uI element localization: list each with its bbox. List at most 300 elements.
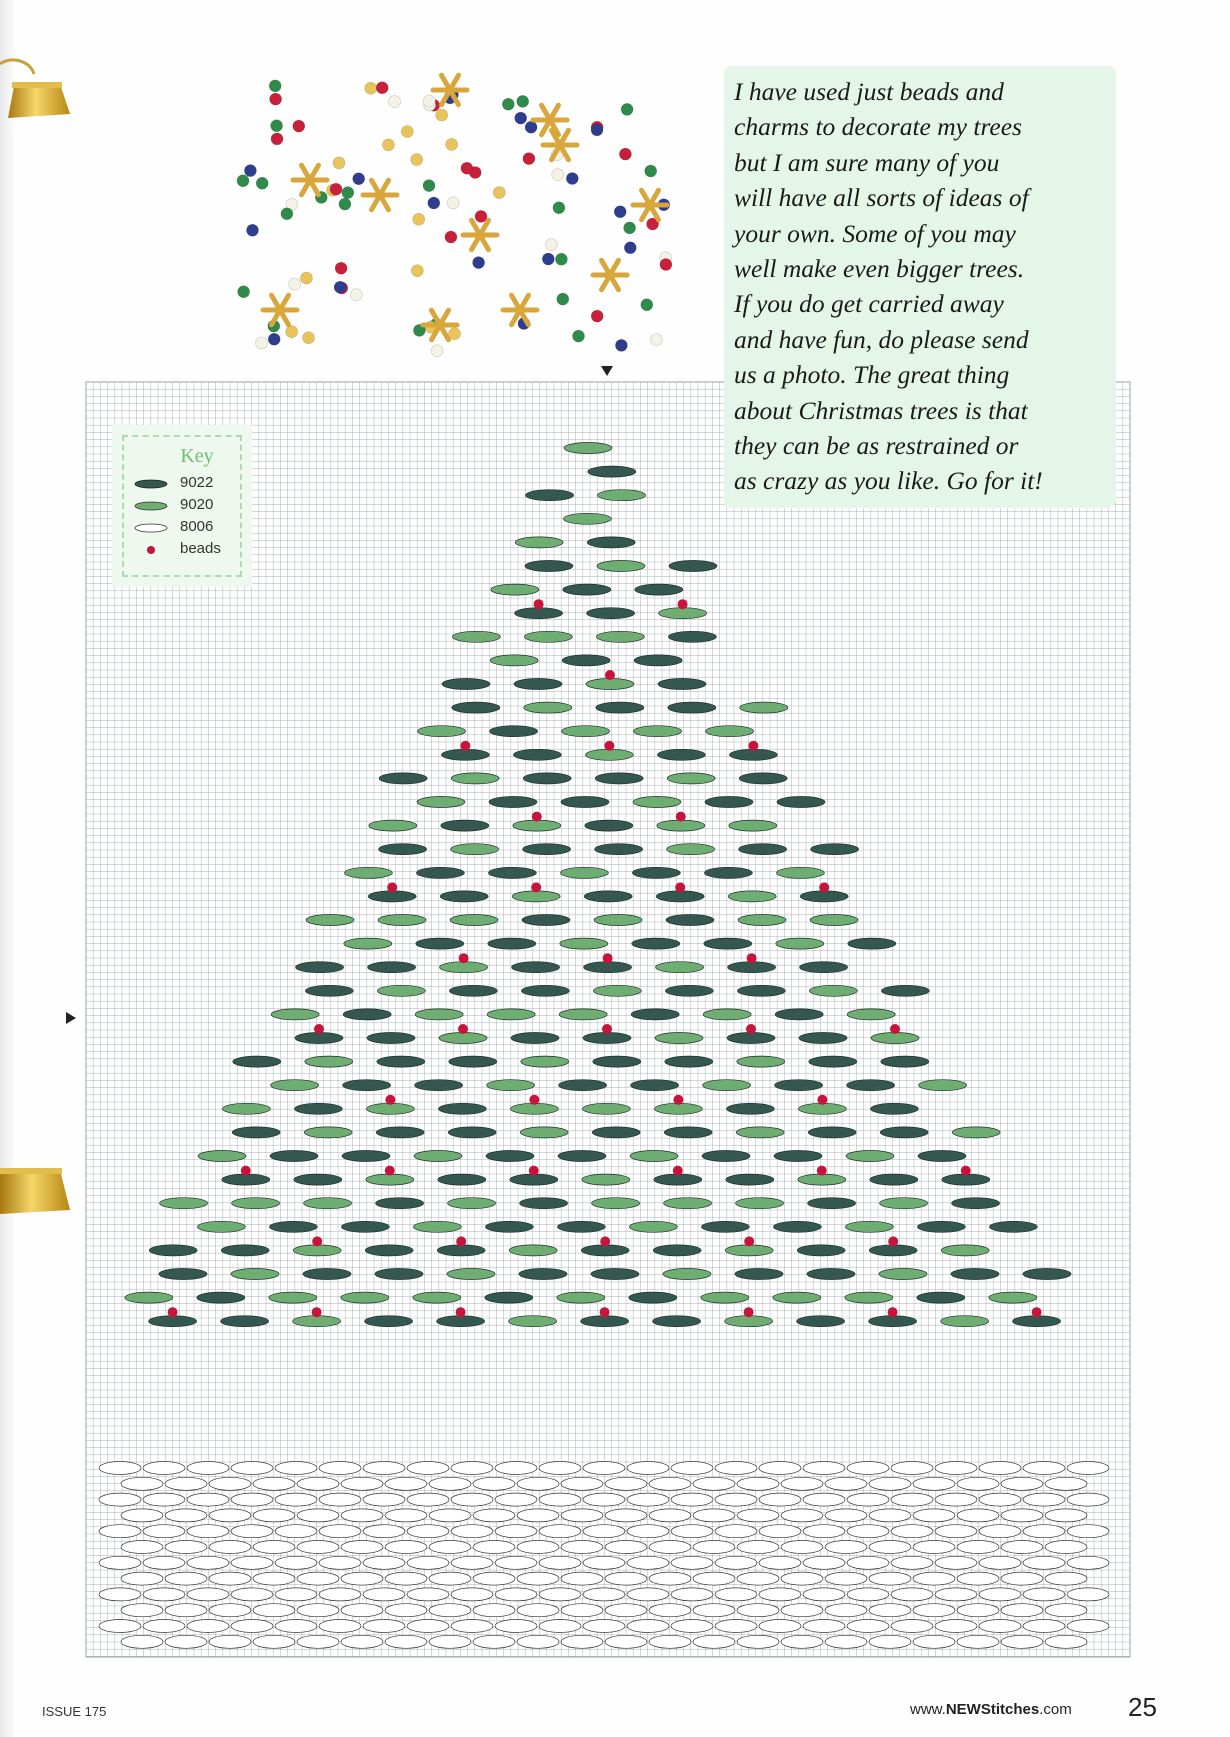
white-base-bead bbox=[407, 1620, 449, 1633]
white-base-bead bbox=[407, 1588, 449, 1601]
white-base-bead bbox=[693, 1635, 735, 1648]
white-base-bead bbox=[803, 1588, 845, 1601]
dark-green-bead bbox=[523, 773, 571, 784]
dark-green-bead bbox=[587, 537, 635, 548]
white-base-bead bbox=[517, 1477, 559, 1490]
white-base-bead bbox=[99, 1620, 141, 1633]
dark-green-bead bbox=[739, 773, 787, 784]
white-base-bead bbox=[825, 1635, 867, 1648]
bead-icon bbox=[270, 93, 282, 105]
bead-icon bbox=[293, 120, 305, 132]
white-base-bead bbox=[1001, 1477, 1043, 1490]
light-green-bead bbox=[415, 1009, 463, 1020]
dark-green-bead bbox=[368, 962, 416, 973]
dark-green-bead bbox=[525, 561, 573, 572]
white-base-bead bbox=[473, 1572, 515, 1585]
dark-green-bead bbox=[729, 749, 777, 760]
red-bead-dot bbox=[312, 1307, 322, 1317]
dark-green-bead bbox=[486, 1151, 534, 1162]
intro-note: I have used just beads and charms to decorate my trees but I am sure many of you will have all sorts of ideas of your own. Some of you may well make even bigger trees. If you do get carried away and have fun, do please send us a photo. The great thing about Christmas trees is that they can be as restrained or as crazy as you like. Go for it! bbox=[724, 66, 1116, 508]
white-base-bead bbox=[99, 1493, 141, 1506]
snowflake-charm-icon bbox=[633, 190, 667, 219]
key-item-9022 bbox=[132, 473, 244, 495]
white-base-bead bbox=[363, 1493, 405, 1506]
white-base-bead bbox=[319, 1493, 361, 1506]
white-base-bead bbox=[1067, 1462, 1109, 1475]
dark-green-bead bbox=[596, 702, 644, 713]
red-bead-dot bbox=[605, 670, 615, 680]
bead-icon bbox=[389, 96, 401, 108]
white-base-bead bbox=[1067, 1620, 1109, 1633]
light-green-bead bbox=[559, 1009, 607, 1020]
white-base-bead bbox=[121, 1572, 163, 1585]
light-green-bead bbox=[512, 891, 560, 902]
white-base-bead bbox=[231, 1588, 273, 1601]
dark-green-bead bbox=[593, 1056, 641, 1067]
light-green-bead bbox=[451, 773, 499, 784]
white-base-bead bbox=[1045, 1572, 1087, 1585]
dark-green-bead bbox=[520, 1198, 568, 1209]
white-base-bead bbox=[407, 1556, 449, 1569]
light-green-bead bbox=[663, 1269, 711, 1280]
white-base-bead bbox=[231, 1525, 273, 1538]
white-base-bead bbox=[957, 1572, 999, 1585]
white-base-bead bbox=[1001, 1572, 1043, 1585]
light-green-bead bbox=[487, 1080, 535, 1091]
white-base-bead bbox=[847, 1620, 889, 1633]
bead-icon bbox=[268, 333, 280, 345]
light-green-bead bbox=[487, 1009, 535, 1020]
white-base-bead bbox=[935, 1588, 977, 1601]
white-base-bead bbox=[737, 1477, 779, 1490]
white-base-bead bbox=[363, 1462, 405, 1475]
white-base-bead bbox=[473, 1509, 515, 1522]
white-base-bead bbox=[187, 1620, 229, 1633]
light-green-bead bbox=[586, 679, 634, 690]
white-base-bead bbox=[803, 1620, 845, 1633]
light-green-bead bbox=[366, 1103, 414, 1114]
bead-icon bbox=[330, 183, 342, 195]
dark-green-bead bbox=[881, 1056, 929, 1067]
bead-icon bbox=[256, 177, 268, 189]
light-green-bead bbox=[703, 1080, 751, 1091]
light-green-bead bbox=[776, 938, 824, 949]
dark-green-bead bbox=[559, 1080, 607, 1091]
bead-icon bbox=[303, 332, 315, 344]
white-base-bead bbox=[363, 1588, 405, 1601]
light-green-bead bbox=[520, 1127, 568, 1138]
white-base-bead bbox=[429, 1572, 471, 1585]
red-bead-dot bbox=[748, 741, 758, 751]
white-base-bead bbox=[539, 1493, 581, 1506]
bead-icon bbox=[650, 334, 662, 346]
white-base-bead bbox=[539, 1588, 581, 1601]
bead-icon bbox=[333, 157, 345, 169]
dark-green-bead bbox=[440, 891, 488, 902]
white-base-bead bbox=[605, 1509, 647, 1522]
dark-green-bead bbox=[295, 1033, 343, 1044]
light-green-bead bbox=[366, 1174, 414, 1185]
bead-icon bbox=[428, 197, 440, 209]
bead-icon bbox=[339, 198, 351, 210]
light-green-bead bbox=[582, 1174, 630, 1185]
dark-green-bead bbox=[221, 1316, 269, 1327]
red-bead-dot bbox=[529, 1095, 539, 1105]
bead-icon bbox=[619, 148, 631, 160]
dark-green-bead bbox=[1023, 1269, 1071, 1280]
page-number: 25 bbox=[1128, 1692, 1157, 1722]
bead-icon bbox=[555, 253, 567, 265]
light-green-bead bbox=[871, 1033, 919, 1044]
white-base-bead bbox=[847, 1588, 889, 1601]
dark-green-bead bbox=[774, 1151, 822, 1162]
white-base-bead bbox=[165, 1572, 207, 1585]
red-bead-dot bbox=[744, 1236, 754, 1246]
white-base-bead bbox=[913, 1635, 955, 1648]
light-green-bead bbox=[524, 631, 572, 642]
light-green-bead bbox=[369, 820, 417, 831]
light-green-bead bbox=[634, 726, 682, 737]
red-bead-dot bbox=[314, 1024, 324, 1034]
light-green-bead bbox=[629, 1221, 677, 1232]
red-bead-dot bbox=[675, 882, 685, 892]
bead-icon bbox=[237, 175, 249, 187]
key-title: Key bbox=[180, 445, 214, 467]
light-green-bead bbox=[919, 1080, 967, 1091]
light-green-bead bbox=[879, 1269, 927, 1280]
dark-green-bead bbox=[513, 749, 561, 760]
white-base-bead bbox=[451, 1525, 493, 1538]
binder-ring-icon bbox=[0, 1160, 92, 1226]
light-green-bead bbox=[344, 867, 392, 878]
white-base-bead bbox=[1045, 1635, 1087, 1648]
bead-icon bbox=[641, 299, 653, 311]
dark-green-bead bbox=[416, 938, 464, 949]
white-base-bead bbox=[979, 1620, 1021, 1633]
dark-green-bead bbox=[631, 1080, 679, 1091]
binder-ring-icon bbox=[0, 56, 92, 122]
dark-green-bead bbox=[704, 938, 752, 949]
dark-green-bead bbox=[653, 1316, 701, 1327]
light-green-bead bbox=[269, 1292, 317, 1303]
white-base-bead bbox=[297, 1635, 339, 1648]
white-base-bead bbox=[781, 1572, 823, 1585]
dark-green-bead bbox=[488, 938, 536, 949]
light-green-bead bbox=[125, 1292, 173, 1303]
white-base-bead bbox=[1067, 1525, 1109, 1538]
dark-green-bead bbox=[807, 1269, 855, 1280]
dark-green-bead bbox=[629, 1292, 677, 1303]
light-green-bead bbox=[725, 1245, 773, 1256]
light-green-bead bbox=[593, 985, 641, 996]
bead-icon bbox=[423, 180, 435, 192]
white-base-bead bbox=[715, 1556, 757, 1569]
light-green-bead bbox=[414, 1151, 462, 1162]
dark-green-bead bbox=[809, 1056, 857, 1067]
red-bead-dot bbox=[604, 741, 614, 751]
dark-green-bead bbox=[449, 1056, 497, 1067]
dark-green-bead bbox=[668, 631, 716, 642]
bead-icon bbox=[247, 224, 259, 236]
white-base-bead bbox=[847, 1556, 889, 1569]
dark-green-bead bbox=[233, 1056, 281, 1067]
white-base-bead bbox=[913, 1541, 955, 1554]
bead-icon bbox=[660, 259, 672, 271]
red-bead-dot bbox=[819, 882, 829, 892]
white-base-bead bbox=[1045, 1477, 1087, 1490]
white-base-bead bbox=[341, 1635, 383, 1648]
dark-green-bead bbox=[634, 655, 682, 666]
light-green-bead bbox=[776, 867, 824, 878]
light-green-bead bbox=[515, 537, 563, 548]
dark-green-bead bbox=[415, 1080, 463, 1091]
white-base-bead bbox=[143, 1493, 185, 1506]
white-base-bead bbox=[187, 1588, 229, 1601]
key-label: 9020 bbox=[180, 496, 214, 513]
white-base-bead bbox=[561, 1509, 603, 1522]
dark-green-bead bbox=[341, 1221, 389, 1232]
white-base-bead bbox=[253, 1635, 295, 1648]
white-base-bead bbox=[1067, 1588, 1109, 1601]
dark-green-bead bbox=[584, 891, 632, 902]
light-green-bead bbox=[160, 1198, 208, 1209]
red-bead-dot bbox=[673, 1095, 683, 1105]
dark-green-bead bbox=[777, 797, 825, 808]
light-green-bead bbox=[271, 1080, 319, 1091]
red-bead-dot bbox=[744, 1307, 754, 1317]
white-base-bead bbox=[231, 1462, 273, 1475]
white-base-bead bbox=[583, 1525, 625, 1538]
light-green-bead bbox=[941, 1245, 989, 1256]
white-base-bead bbox=[187, 1556, 229, 1569]
white-base-bead bbox=[1001, 1509, 1043, 1522]
dark-green-bead bbox=[149, 1245, 197, 1256]
light-green-bead bbox=[597, 561, 645, 572]
dark-green-bead bbox=[800, 891, 848, 902]
key-label: beads bbox=[180, 540, 221, 557]
light-green-bead bbox=[810, 915, 858, 926]
white-base-bead bbox=[649, 1572, 691, 1585]
light-green-bead bbox=[378, 915, 426, 926]
light-green-bead bbox=[941, 1316, 989, 1327]
bead-icon bbox=[353, 173, 365, 185]
white-base-bead bbox=[605, 1635, 647, 1648]
white-base-bead bbox=[891, 1620, 933, 1633]
white-base-bead bbox=[803, 1556, 845, 1569]
white-base-bead bbox=[275, 1588, 317, 1601]
red-bead-dot bbox=[460, 741, 470, 751]
white-base-bead bbox=[693, 1509, 735, 1522]
red-bead-dot bbox=[387, 882, 397, 892]
white-base-bead bbox=[1001, 1604, 1043, 1617]
white-base-bead bbox=[715, 1493, 757, 1506]
light-green-bead bbox=[222, 1103, 270, 1114]
dark-green-bead bbox=[222, 1174, 270, 1185]
white-base-bead bbox=[385, 1604, 427, 1617]
white-base-bead bbox=[363, 1620, 405, 1633]
white-base-bead bbox=[627, 1588, 669, 1601]
white-base-bead bbox=[407, 1462, 449, 1475]
dark-green-bead bbox=[870, 1174, 918, 1185]
bead-icon bbox=[545, 239, 557, 251]
light-green-bead bbox=[845, 1221, 893, 1232]
light-green-bead bbox=[450, 915, 498, 926]
light-green-bead bbox=[736, 1127, 784, 1138]
chart-key bbox=[112, 425, 252, 587]
white-base-bead bbox=[495, 1588, 537, 1601]
dark-green-bead bbox=[917, 1292, 965, 1303]
white-base-bead bbox=[1023, 1620, 1065, 1633]
white-base-bead bbox=[715, 1525, 757, 1538]
white-base-bead bbox=[143, 1556, 185, 1569]
white-base-bead bbox=[407, 1493, 449, 1506]
white-base-bead bbox=[1023, 1462, 1065, 1475]
dark-green-bead bbox=[490, 726, 538, 737]
light-green-bead bbox=[418, 726, 466, 737]
white-base-bead bbox=[759, 1620, 801, 1633]
white-base-bead bbox=[561, 1635, 603, 1648]
bead-icon bbox=[447, 197, 459, 209]
white-base-bead bbox=[825, 1604, 867, 1617]
white-base-bead bbox=[869, 1572, 911, 1585]
white-base-bead bbox=[671, 1588, 713, 1601]
light-green-bead bbox=[633, 797, 681, 808]
dark-green-bead bbox=[737, 985, 785, 996]
white-base-bead bbox=[385, 1572, 427, 1585]
white-base-bead bbox=[209, 1541, 251, 1554]
white-base-bead bbox=[209, 1635, 251, 1648]
white-base-bead bbox=[561, 1572, 603, 1585]
dark-green-bead-swatch-icon bbox=[134, 479, 168, 489]
bead-icon bbox=[461, 162, 473, 174]
dark-green-bead bbox=[704, 867, 752, 878]
red-bead-dot bbox=[890, 1024, 900, 1034]
white-base-bead bbox=[869, 1477, 911, 1490]
white-base-bead bbox=[1001, 1635, 1043, 1648]
white-base-bead bbox=[759, 1588, 801, 1601]
light-green-bead bbox=[630, 1151, 678, 1162]
dark-green-bead bbox=[595, 844, 643, 855]
bead-icon bbox=[271, 133, 283, 145]
light-green-bead bbox=[452, 631, 500, 642]
light-green-bead bbox=[729, 820, 777, 831]
white-base-bead bbox=[275, 1462, 317, 1475]
white-base-bead bbox=[693, 1604, 735, 1617]
light-green-bead bbox=[304, 1127, 352, 1138]
bead-icon bbox=[286, 326, 298, 338]
white-base-bead bbox=[473, 1604, 515, 1617]
light-green-bead bbox=[596, 631, 644, 642]
white-base-bead bbox=[143, 1620, 185, 1633]
dark-green-bead bbox=[583, 1033, 631, 1044]
bead-icon bbox=[645, 165, 657, 177]
bead-icon bbox=[350, 289, 362, 301]
white-base-bead bbox=[385, 1635, 427, 1648]
white-base-bead bbox=[1001, 1541, 1043, 1554]
issue-number: ISSUE 175 bbox=[42, 1704, 107, 1719]
dark-green-bead bbox=[485, 1221, 533, 1232]
dark-green-bead bbox=[951, 1269, 999, 1280]
white-base-bead bbox=[517, 1604, 559, 1617]
light-green-bead bbox=[952, 1127, 1000, 1138]
white-base-bead bbox=[649, 1635, 691, 1648]
white-base-bead bbox=[539, 1462, 581, 1475]
light-green-bead bbox=[563, 513, 611, 524]
light-green-bead-swatch-icon bbox=[134, 501, 168, 511]
bead-icon bbox=[269, 80, 281, 92]
white-base-bead bbox=[803, 1462, 845, 1475]
white-base-bead bbox=[715, 1462, 757, 1475]
dark-green-bead bbox=[592, 1127, 640, 1138]
white-base-bead bbox=[869, 1604, 911, 1617]
white-base-bead bbox=[979, 1556, 1021, 1569]
light-green-bead bbox=[491, 584, 539, 595]
white-base-bead bbox=[671, 1525, 713, 1538]
light-green-bead bbox=[664, 1198, 712, 1209]
white-base-bead bbox=[407, 1525, 449, 1538]
white-base-bead bbox=[209, 1509, 251, 1522]
light-green-bead bbox=[737, 1056, 785, 1067]
dark-green-bead bbox=[379, 773, 427, 784]
dark-green-bead bbox=[416, 867, 464, 878]
dark-green-bead bbox=[669, 561, 717, 572]
white-base-bead bbox=[957, 1477, 999, 1490]
white-base-bead bbox=[209, 1604, 251, 1617]
light-green-bead bbox=[293, 1316, 341, 1327]
bead-icon bbox=[573, 330, 585, 342]
dark-green-bead bbox=[664, 1127, 712, 1138]
bead-icon bbox=[591, 310, 603, 322]
dark-green-bead bbox=[526, 490, 574, 501]
white-base-bead bbox=[231, 1556, 273, 1569]
dark-green-bead bbox=[585, 820, 633, 831]
bead-icon bbox=[376, 82, 388, 94]
white-base-bead bbox=[957, 1635, 999, 1648]
white-base-bead bbox=[561, 1477, 603, 1490]
light-green-bead bbox=[738, 915, 786, 926]
white-base-bead bbox=[737, 1604, 779, 1617]
light-green-bead bbox=[451, 844, 499, 855]
red-bead-dot bbox=[532, 812, 542, 822]
white-base-bead bbox=[319, 1556, 361, 1569]
dark-green-bead bbox=[811, 844, 859, 855]
light-green-bead bbox=[232, 1198, 280, 1209]
dark-green-bead bbox=[442, 679, 490, 690]
bead-icon bbox=[591, 124, 603, 136]
dark-green-bead bbox=[705, 797, 753, 808]
bead-icon bbox=[244, 165, 256, 177]
white-base-bead bbox=[517, 1635, 559, 1648]
dark-green-bead bbox=[869, 1316, 917, 1327]
dark-green-bead bbox=[870, 1103, 918, 1114]
white-base-bead bbox=[275, 1620, 317, 1633]
dark-green-bead bbox=[581, 1316, 629, 1327]
red-bead-dot bbox=[747, 953, 757, 963]
dark-green-bead bbox=[221, 1245, 269, 1256]
white-base-bead bbox=[671, 1620, 713, 1633]
bead-icon bbox=[342, 187, 354, 199]
light-green-bead bbox=[524, 702, 572, 713]
bead-icon bbox=[281, 208, 293, 220]
dark-green-bead bbox=[727, 1033, 775, 1044]
bead-icon bbox=[238, 286, 250, 298]
key-label: 9022 bbox=[180, 474, 214, 491]
light-green-bead bbox=[655, 1033, 703, 1044]
bead-icon bbox=[300, 272, 312, 284]
white-base-bead bbox=[1045, 1541, 1087, 1554]
white-base-bead bbox=[319, 1588, 361, 1601]
white-base-bead bbox=[1023, 1493, 1065, 1506]
